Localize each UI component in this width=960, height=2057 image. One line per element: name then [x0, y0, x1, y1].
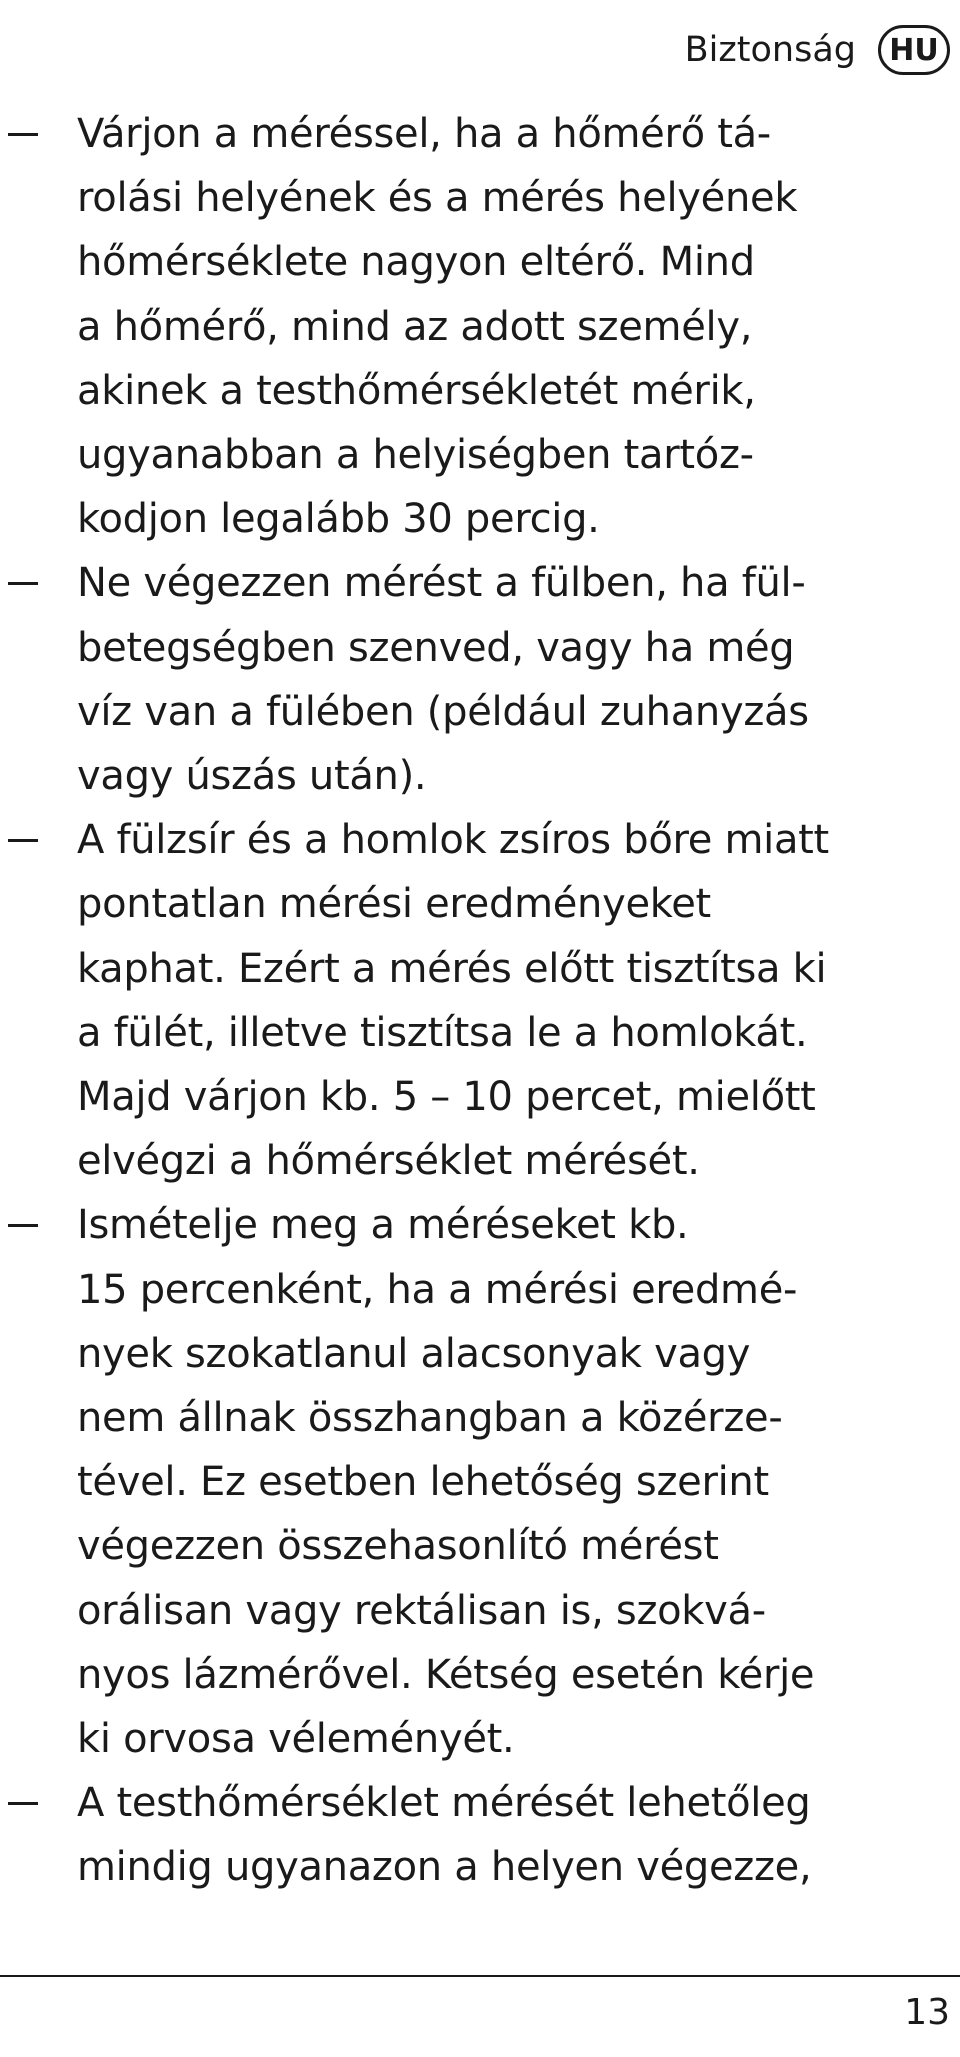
text-line: pontatlan mérési eredményeket	[77, 881, 711, 928]
text-line: ugyanabban a helyiségben tartóz-	[77, 432, 754, 479]
text-line: orálisan vagy rektálisan is, szokvá-	[77, 1587, 766, 1634]
dash-bullet-icon	[8, 582, 38, 585]
bullet-item	[0, 1771, 960, 1899]
bullet-item	[0, 551, 960, 808]
text-line: Ismételje meg a méréseket kb.	[77, 1202, 689, 1249]
text-line: 15 percenként, ha a mérési eredmé-	[77, 1266, 798, 1313]
text-line: nem állnak összhangban a közérze-	[77, 1395, 783, 1442]
text-line: nyek szokatlanul alacsonyak vagy	[77, 1330, 751, 1377]
page-number: 13	[904, 1992, 950, 2033]
text-line: nyos lázmérővel. Kétség esetén kérje	[77, 1651, 815, 1698]
text-line: A testhőmérséklet mérését lehetőleg	[77, 1780, 811, 1827]
safety-bullet-list	[0, 102, 960, 1900]
text-line: akinek a testhőmérsékletét mérik,	[77, 367, 756, 414]
language-badge: HU	[878, 25, 950, 75]
dash-bullet-icon	[8, 1802, 38, 1805]
page-header	[685, 22, 950, 78]
text-line: Ne végezzen mérést a fülben, ha fül-	[77, 560, 806, 607]
dash-bullet-icon	[8, 133, 38, 136]
text-line: Várjon a méréssel, ha a hőmérő tá-	[77, 111, 771, 157]
text-line: a hőmérő, mind az adott személy,	[77, 303, 753, 350]
text-line: betegségben szenved, vagy ha még	[77, 624, 795, 671]
text-line: a fülét, illetve tisztítsa le a homlokát.	[77, 1009, 808, 1056]
bullet-item	[0, 1193, 960, 1771]
text-line: Majd várjon kb. 5 – 10 percet, mielőtt	[77, 1074, 816, 1121]
text-line: hőmérséklete nagyon eltérő. Mind	[77, 239, 755, 286]
footer-divider	[0, 1975, 960, 1977]
text-line: végezzen összehasonlító mérést	[77, 1523, 719, 1570]
text-line: tével. Ez esetben lehetőség szerint	[77, 1459, 769, 1506]
text-line: víz van a fülében (például zuhanyzás	[77, 688, 809, 735]
text-line: vagy úszás után).	[77, 753, 427, 800]
text-line: elvégzi a hőmérséklet mérését.	[77, 1138, 700, 1185]
section-title: Biztonság	[684, 30, 856, 70]
text-line: kaphat. Ezért a mérés előtt tisztítsa ki	[77, 945, 827, 992]
text-line: mindig ugyanazon a helyen végezze,	[77, 1844, 812, 1891]
text-line: ki orvosa véleményét.	[77, 1716, 515, 1763]
dash-bullet-icon	[8, 1224, 38, 1227]
bullet-item	[0, 102, 960, 551]
dash-bullet-icon	[8, 839, 38, 842]
text-line: A fülzsír és a homlok zsíros bőre miatt	[77, 817, 829, 864]
text-line: rolási helyének és a mérés helyének	[77, 175, 798, 222]
text-line: kodjon legalább 30 percig.	[77, 496, 600, 543]
bullet-item	[0, 808, 960, 1193]
